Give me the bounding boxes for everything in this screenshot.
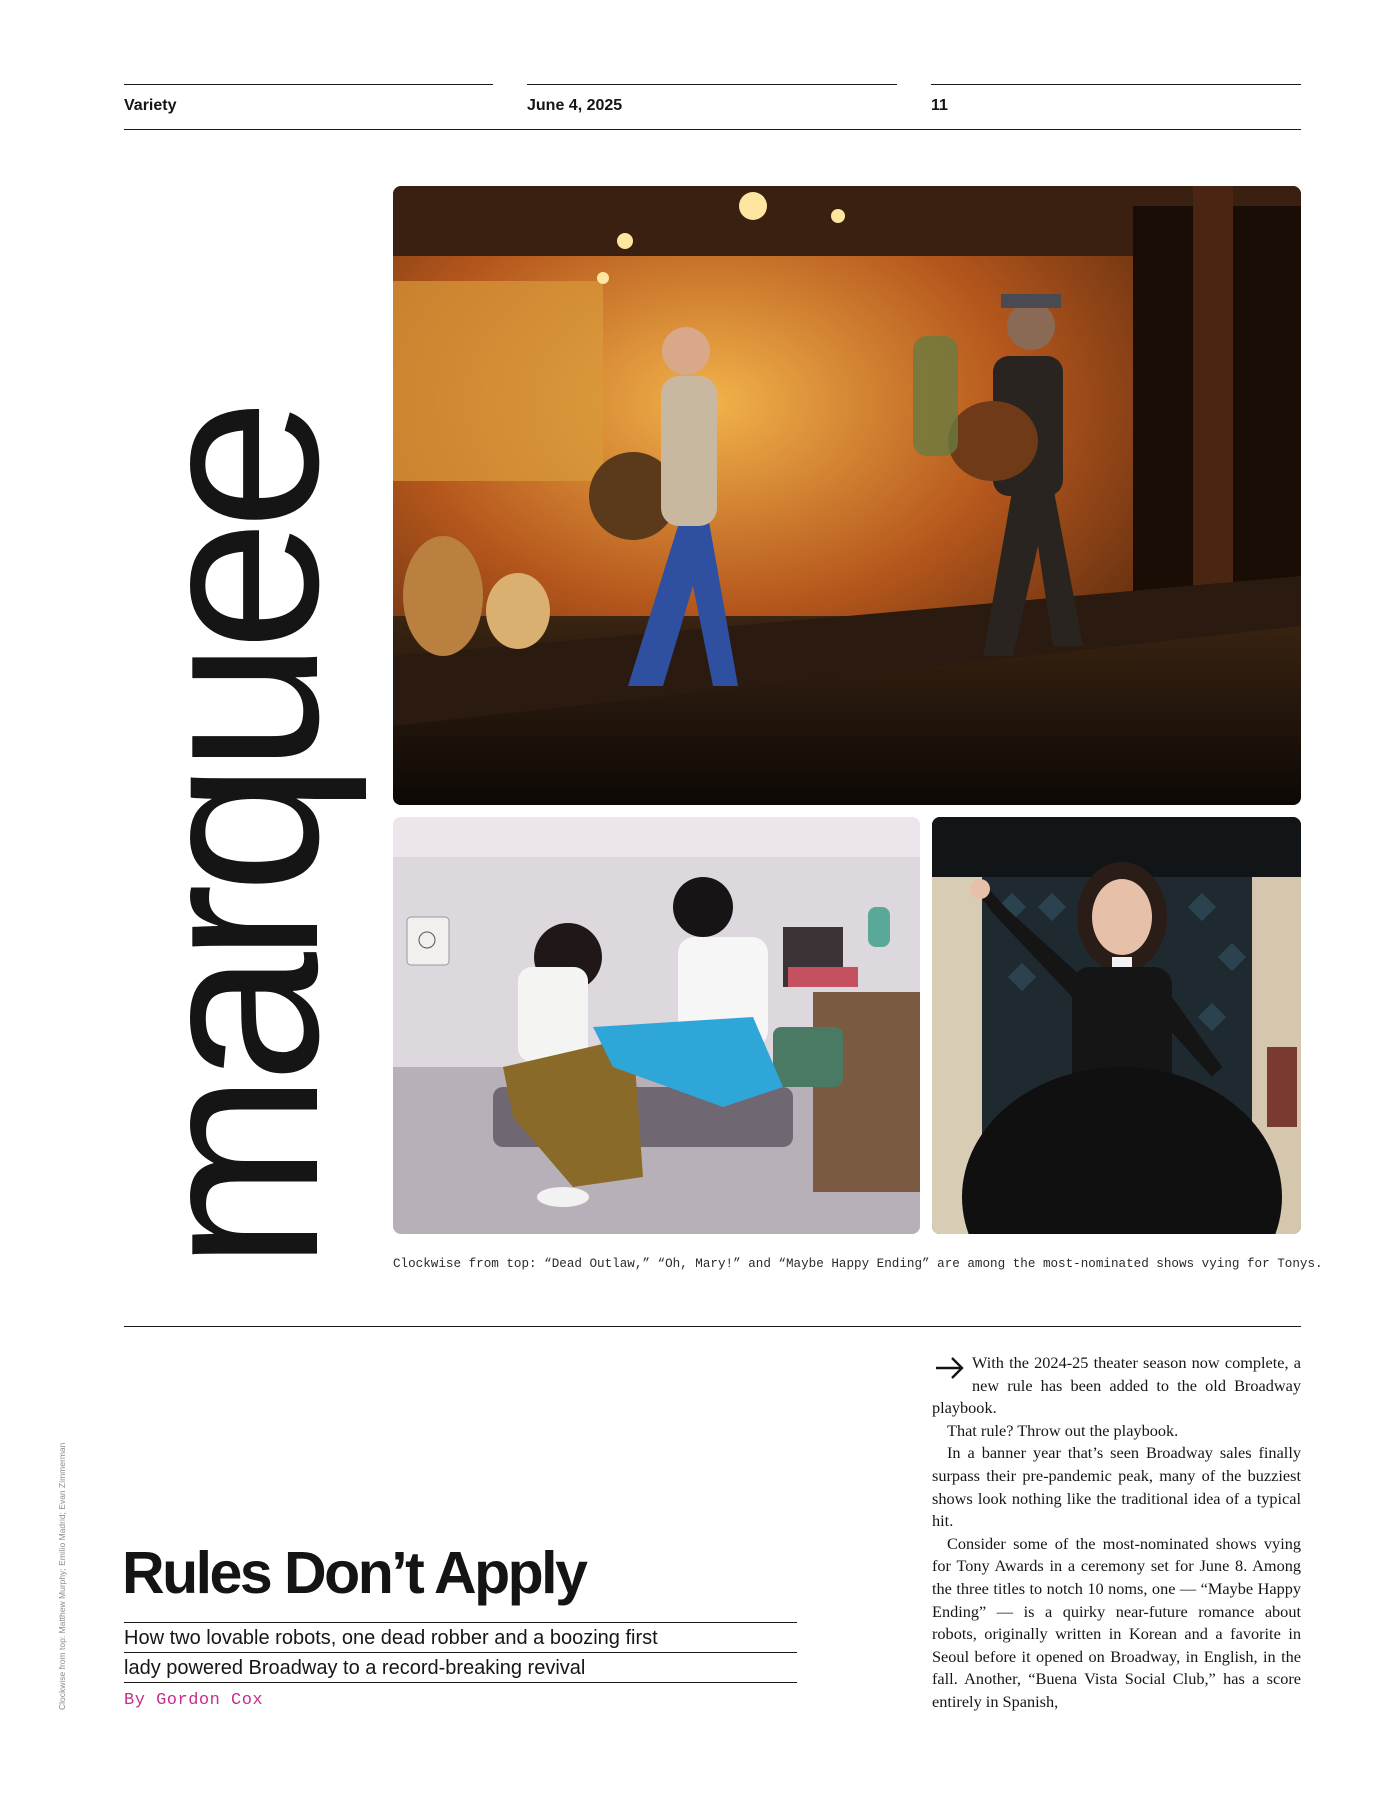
- article-deck: [124, 1622, 797, 1683]
- section-divider: [124, 1326, 1301, 1327]
- paragraph-2: That rule? Throw out the playbook.: [947, 1420, 1179, 1440]
- byline: By Gordon Cox: [124, 1691, 264, 1710]
- header-bottom-rule: [124, 129, 1301, 130]
- arrow-right-icon: [932, 1354, 972, 1382]
- header-top-rule-2: [527, 84, 897, 85]
- header-top-rule-3: [931, 84, 1301, 85]
- section-title: marquee: [104, 408, 368, 1270]
- publication-name: Variety: [124, 97, 177, 114]
- paragraph-4: Consider some of the most-nominated shows vying for Tony Awards in a ceremony set for June 8. Among the three titles to notch 10 noms, one — “Maybe Happy Ending” — is a quirky near-future romance about robots, originally written in Korean and a favorite in Seoul before it opened on Broadway, in English, in the fall. Another, “Buena Vista Social Club,” has a score entirely in Spanish,: [932, 1533, 1301, 1711]
- page-number: 11: [931, 97, 948, 114]
- photo-maybe-happy-ending: [393, 817, 920, 1234]
- deck-line-1: How two lovable robots, one dead robber and a boozing first: [124, 1622, 797, 1652]
- header-top-rule-1: [124, 84, 493, 85]
- article-body: [932, 1352, 1301, 1714]
- paragraph-3: In a banner year that’s seen Broadway sales finally surpass their pre-pandemic peak, many of the buzziest shows look nothing like the traditional idea of a typical hit.: [932, 1443, 1301, 1531]
- photo-caption: Clockwise from top: “Dead Outlaw,” “Oh, Mary!” and “Maybe Happy Ending” are among the most-nominated shows vying for Tonys.: [393, 1257, 1323, 1271]
- article-headline: Rules Don’t Apply: [122, 1540, 586, 1606]
- photo-dead-outlaw: [393, 186, 1301, 805]
- deck-line-2: lady powered Broadway to a record-breaking revival: [124, 1652, 797, 1683]
- photo-credit: Clockwise from top: Matthew Murphy; Emilio Madrid; Evan Zimmerman: [57, 1442, 67, 1710]
- issue-date: June 4, 2025: [527, 97, 623, 114]
- photo-oh-mary: [932, 817, 1301, 1234]
- paragraph-1: With the 2024-25 theater season now complete, a new rule has been added to the old Broadway playbook.: [932, 1353, 1301, 1418]
